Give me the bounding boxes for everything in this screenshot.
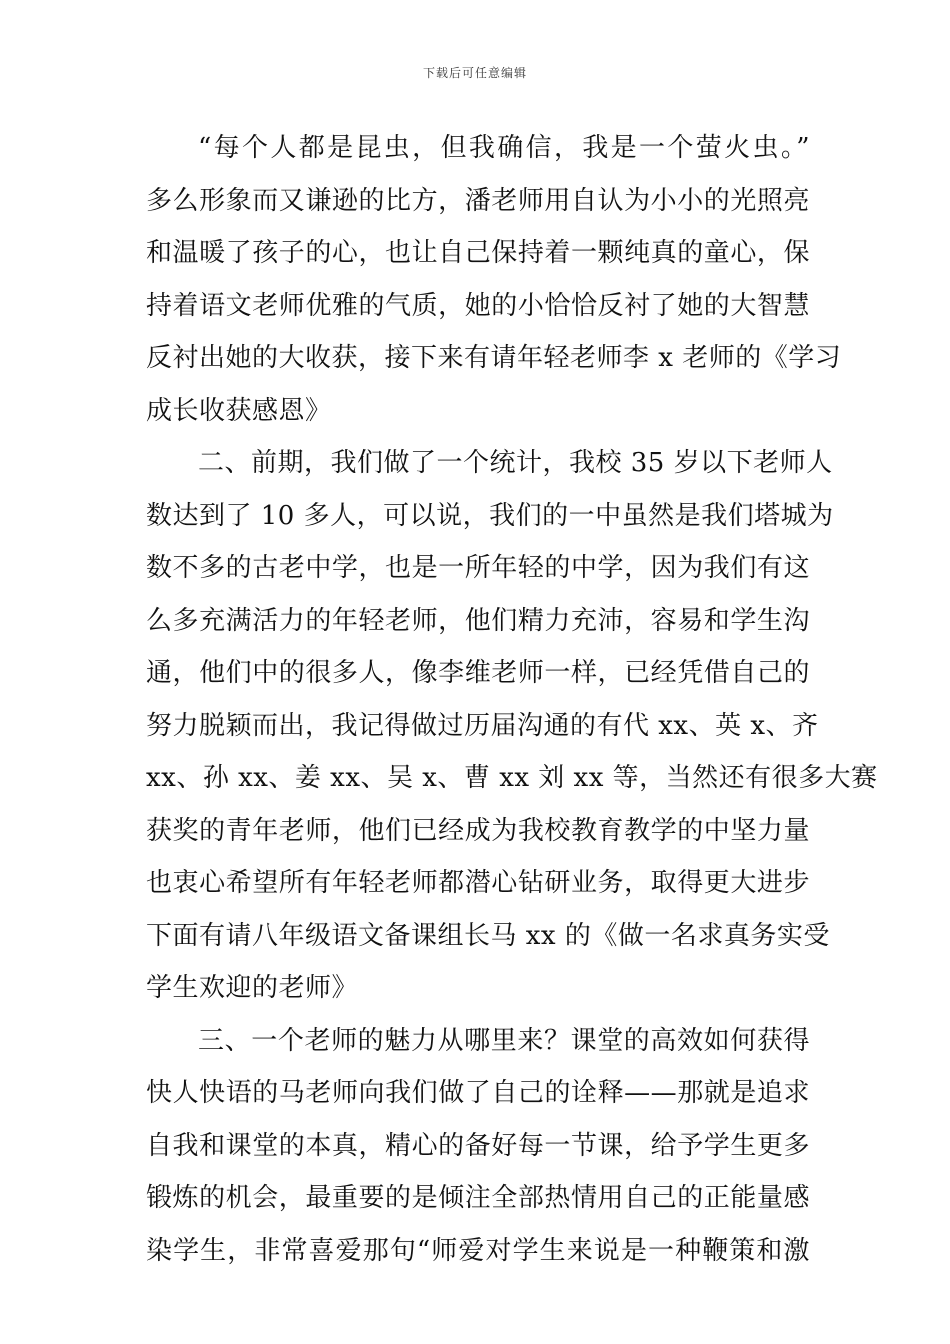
text-line: 多么形象而又谦逊的比方，潘老师用自认为小小的光照亮	[146, 185, 810, 216]
text-line: 持着语文老师优雅的气质，她的小恰恰反衬了她的大智慧	[146, 290, 810, 321]
text-line: 通，他们中的很多人，像李维老师一样，已经凭借自己的	[146, 658, 810, 688]
text-line: 染学生，非常喜爱那句“师爱对学生来说是一种鞭策和激	[146, 1235, 810, 1266]
paragraph-2	[146, 437, 878, 1015]
text-line: 下面有请八年级语文备课组长马 xx 的《做一名求真务实受	[146, 920, 830, 951]
text-line: 努力脱颖而出，我记得做过历届沟通的有代 xx、英 x、齐	[146, 710, 819, 741]
text-line: 快人快语的马老师向我们做了自己的诠释——那就是追求	[146, 1078, 810, 1108]
text-line: 成长收获感恩》	[146, 395, 332, 426]
text-line: 三、一个老师的魅力从哪里来？课堂的高效如何获得	[198, 1025, 810, 1056]
text-line: 反衬出她的大收获，接下来有请年轻老师李 x 老师的《学习	[146, 343, 842, 373]
paragraph-1	[146, 122, 842, 437]
text-line: 二、前期，我们做了一个统计，我校 35 岁以下老师人	[198, 448, 833, 478]
text-line: 数不多的古老中学，也是一所年轻的中学，因为我们有这	[146, 553, 810, 583]
text-line: 么多充满活力的年轻老师，他们精力充沛，容易和学生沟	[146, 605, 810, 636]
download-note: 下载后可任意编辑	[422, 66, 527, 80]
text-line: 也衷心希望所有年轻老师都潜心钻研业务，取得更大进步	[146, 868, 810, 898]
text-line: xx、孙 xx、姜 xx、吴 x、曹 xx 刘 xx 等，当然还有很多大赛	[146, 763, 878, 793]
text-line: 和温暖了孩子的心，也让自己保持着一颗纯真的童心，保	[146, 238, 810, 268]
document-body	[146, 122, 878, 1277]
text-line: 自我和课堂的本真，精心的备好每一节课，给予学生更多	[146, 1130, 810, 1161]
text-line: 数达到了 10 多人，可以说，我们的一中虽然是我们塔城为	[146, 500, 834, 531]
text-line: 锻炼的机会，最重要的是倾注全部热情用自己的正能量感	[146, 1183, 810, 1213]
paragraph-3	[146, 1015, 810, 1278]
text-line: “每个人都是昆虫，但我确信，我是一个萤火虫。”	[198, 133, 810, 163]
text-line: 获奖的青年老师，他们已经成为我校教育教学的中坚力量	[146, 815, 810, 846]
text-line: 学生欢迎的老师》	[146, 973, 359, 1003]
